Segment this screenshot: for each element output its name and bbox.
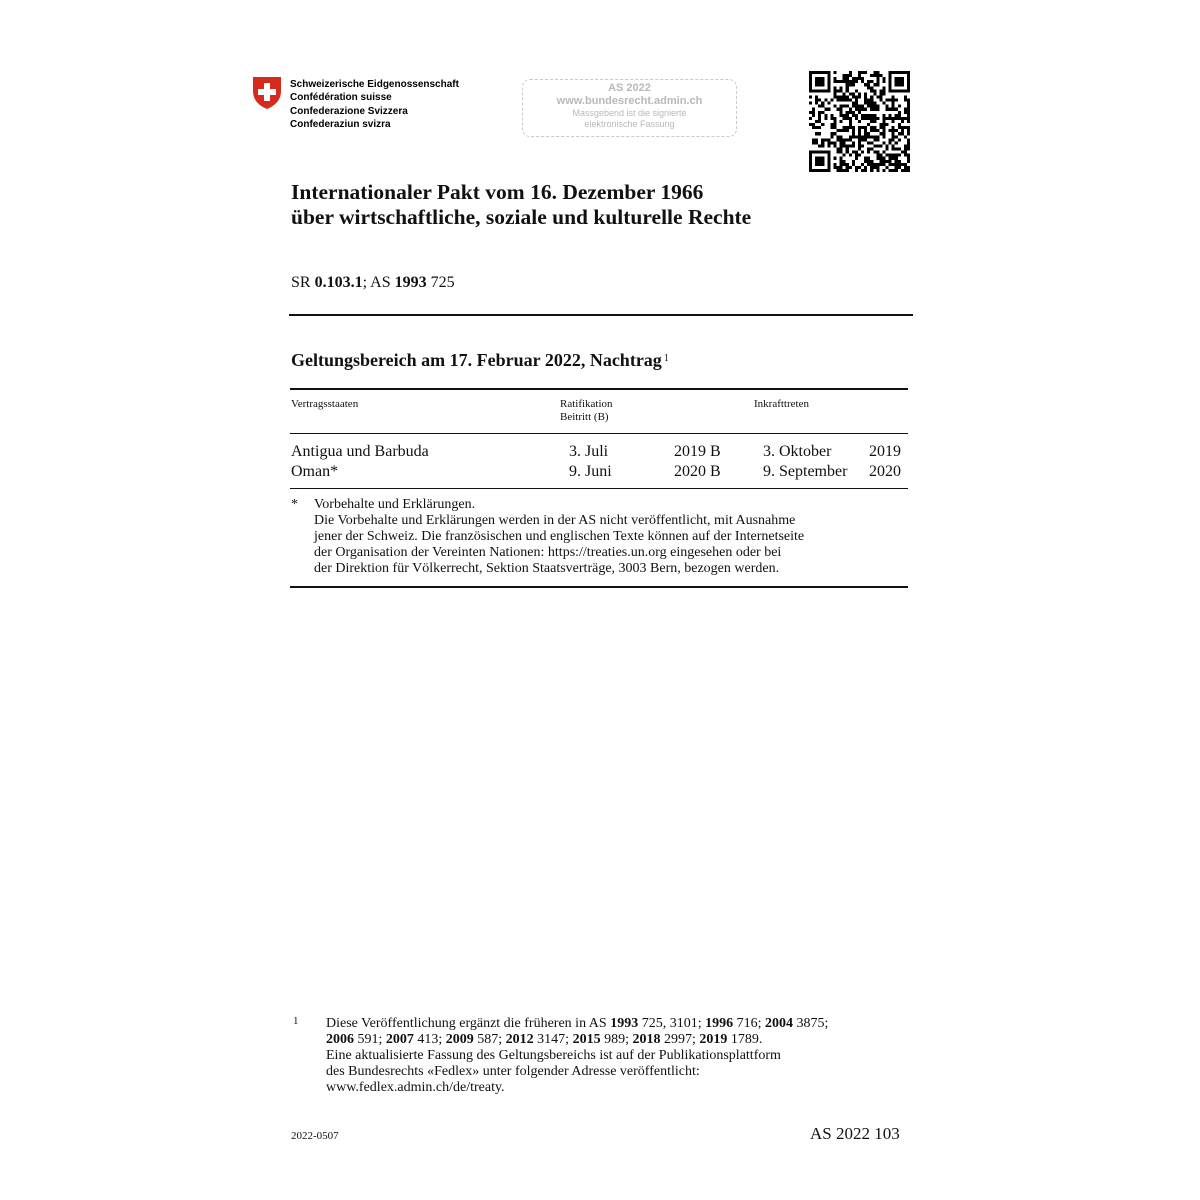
stamp-line-1: AS 2022 — [608, 82, 651, 94]
footnote-number: 1 — [293, 1015, 299, 1027]
official-publication-stamp — [522, 79, 737, 137]
qr-code-icon — [809, 71, 910, 172]
column-header-ratification — [560, 398, 613, 424]
ref-year: 1996 — [705, 1016, 734, 1031]
ref-pages: 2997; — [660, 1032, 700, 1047]
sr-number: 0.103.1 — [314, 274, 363, 291]
reservations-note — [314, 497, 904, 577]
ref-year: 2018 — [632, 1032, 661, 1047]
footnote-line: Eine aktualisierte Fassung des Geltungsbereichs ist auf der Publikationsplattform — [326, 1048, 781, 1063]
confederation-name-de: Schweizerische Eidgenossenschaft — [290, 79, 459, 90]
footnote-reference: 1 — [663, 353, 669, 364]
entry-year-cell: 2019 — [869, 443, 901, 460]
table-header-rule — [290, 433, 908, 434]
scope-heading-text: Geltungsbereich am 17. Februar 2022, Nachtrag — [291, 350, 662, 370]
stamp-line-4: elektronische Fassung — [584, 119, 675, 129]
confederation-names — [290, 78, 459, 131]
as-label: ; AS — [362, 274, 391, 291]
section-end-rule — [290, 586, 908, 588]
confederation-name-fr: Confédération suisse — [290, 92, 392, 104]
divider — [289, 314, 913, 316]
ratification-year-cell: 2020 B — [674, 463, 721, 480]
ref-year: 2019 — [699, 1032, 728, 1047]
note-line: jener der Schweiz. Die französischen und englischen Texte können auf der Internetseite — [314, 529, 805, 544]
ref-year: 1993 — [610, 1016, 639, 1031]
footnote-text — [326, 1016, 916, 1096]
sr-label: SR — [291, 274, 311, 291]
footnote-line: des Bundesrechts «Fedlex» unter folgender Adresse veröffentlicht: — [326, 1064, 700, 1079]
scope-heading — [291, 350, 669, 371]
note-line: Vorbehalte und Erklärungen. — [314, 497, 476, 512]
entry-date-cell: 9. September — [763, 463, 848, 480]
footnote-line — [326, 1016, 916, 1032]
entry-date-cell: 3. Oktober — [763, 443, 832, 460]
ref-pages: 587; — [473, 1032, 506, 1047]
column-header-entry: Inkrafttreten — [754, 398, 809, 410]
ref-pages: 725, 3101; — [638, 1016, 706, 1031]
document-title — [291, 180, 751, 230]
note-mark: * — [291, 497, 298, 512]
confederation-name-rm: Confederaziun svizra — [290, 118, 391, 130]
ref-year: 2004 — [764, 1016, 793, 1031]
ref-pages: 591; — [354, 1032, 386, 1047]
ratification-date-cell: 3. Juli — [569, 443, 609, 460]
footnote-line — [326, 1032, 916, 1048]
ref-pages: 1789. — [727, 1032, 763, 1047]
ref-year: 2007 — [385, 1032, 414, 1047]
title-line-2: über wirtschaftliche, soziale und kulturelle Rechte — [291, 205, 752, 229]
ref-pages: 3875; — [792, 1016, 829, 1031]
entry-year-cell: 2020 — [869, 463, 901, 480]
table-top-rule — [290, 388, 908, 390]
footnote-line: www.fedlex.admin.ch/de/treaty. — [326, 1080, 505, 1095]
ref-pages: 3147; — [533, 1032, 573, 1047]
as-page: 725 — [430, 274, 455, 291]
stamp-line-2: www.bundesrecht.admin.ch — [556, 95, 703, 107]
ref-year: 2009 — [445, 1032, 474, 1047]
ratification-year-cell: 2019 B — [674, 443, 721, 460]
stamp-line-3: Massgebend ist die signierte — [572, 108, 687, 118]
ref-year: 2015 — [572, 1032, 601, 1047]
note-line: Die Vorbehalte und Erklärungen werden in der AS nicht veröffentlicht, mit Ausnahme — [314, 513, 796, 528]
ratification-date-cell: 9. Juni — [569, 463, 612, 480]
table-bottom-rule — [290, 488, 908, 489]
column-header-ratification-line-2: Beitritt (B) — [560, 411, 609, 423]
state-cell: Oman* — [291, 463, 339, 480]
confederation-name-it: Confederazione Svizzera — [290, 105, 408, 117]
column-header-ratification-line-1: Ratifikation — [560, 398, 613, 410]
ref-pages: 989; — [600, 1032, 633, 1047]
as-year: 1993 — [394, 274, 427, 291]
title-line-1: Internationaler Pakt vom 16. Dezember 1966 — [291, 180, 704, 204]
ref-year: 2006 — [326, 1032, 354, 1047]
swiss-coat-of-arms-icon — [252, 76, 282, 110]
page-reference: AS 2022 103 — [810, 1124, 900, 1143]
footnote-prefix: Diese Veröffentlichung ergänzt die früheren in AS — [326, 1016, 611, 1031]
sr-reference — [291, 274, 455, 292]
ref-pages: 716; — [733, 1016, 765, 1031]
note-line: der Direktion für Völkerrecht, Sektion Staatsverträge, 3003 Bern, bezogen werden. — [314, 561, 780, 576]
column-header-states: Vertragsstaaten — [291, 398, 359, 410]
state-cell: Antigua und Barbuda — [291, 443, 429, 460]
document-number: 2022-0507 — [291, 1130, 339, 1142]
note-line: der Organisation der Vereinten Nationen: https://treaties.un.org eingesehen oder bei — [314, 545, 782, 560]
ref-pages: 413; — [413, 1032, 446, 1047]
ref-year: 2012 — [505, 1032, 534, 1047]
